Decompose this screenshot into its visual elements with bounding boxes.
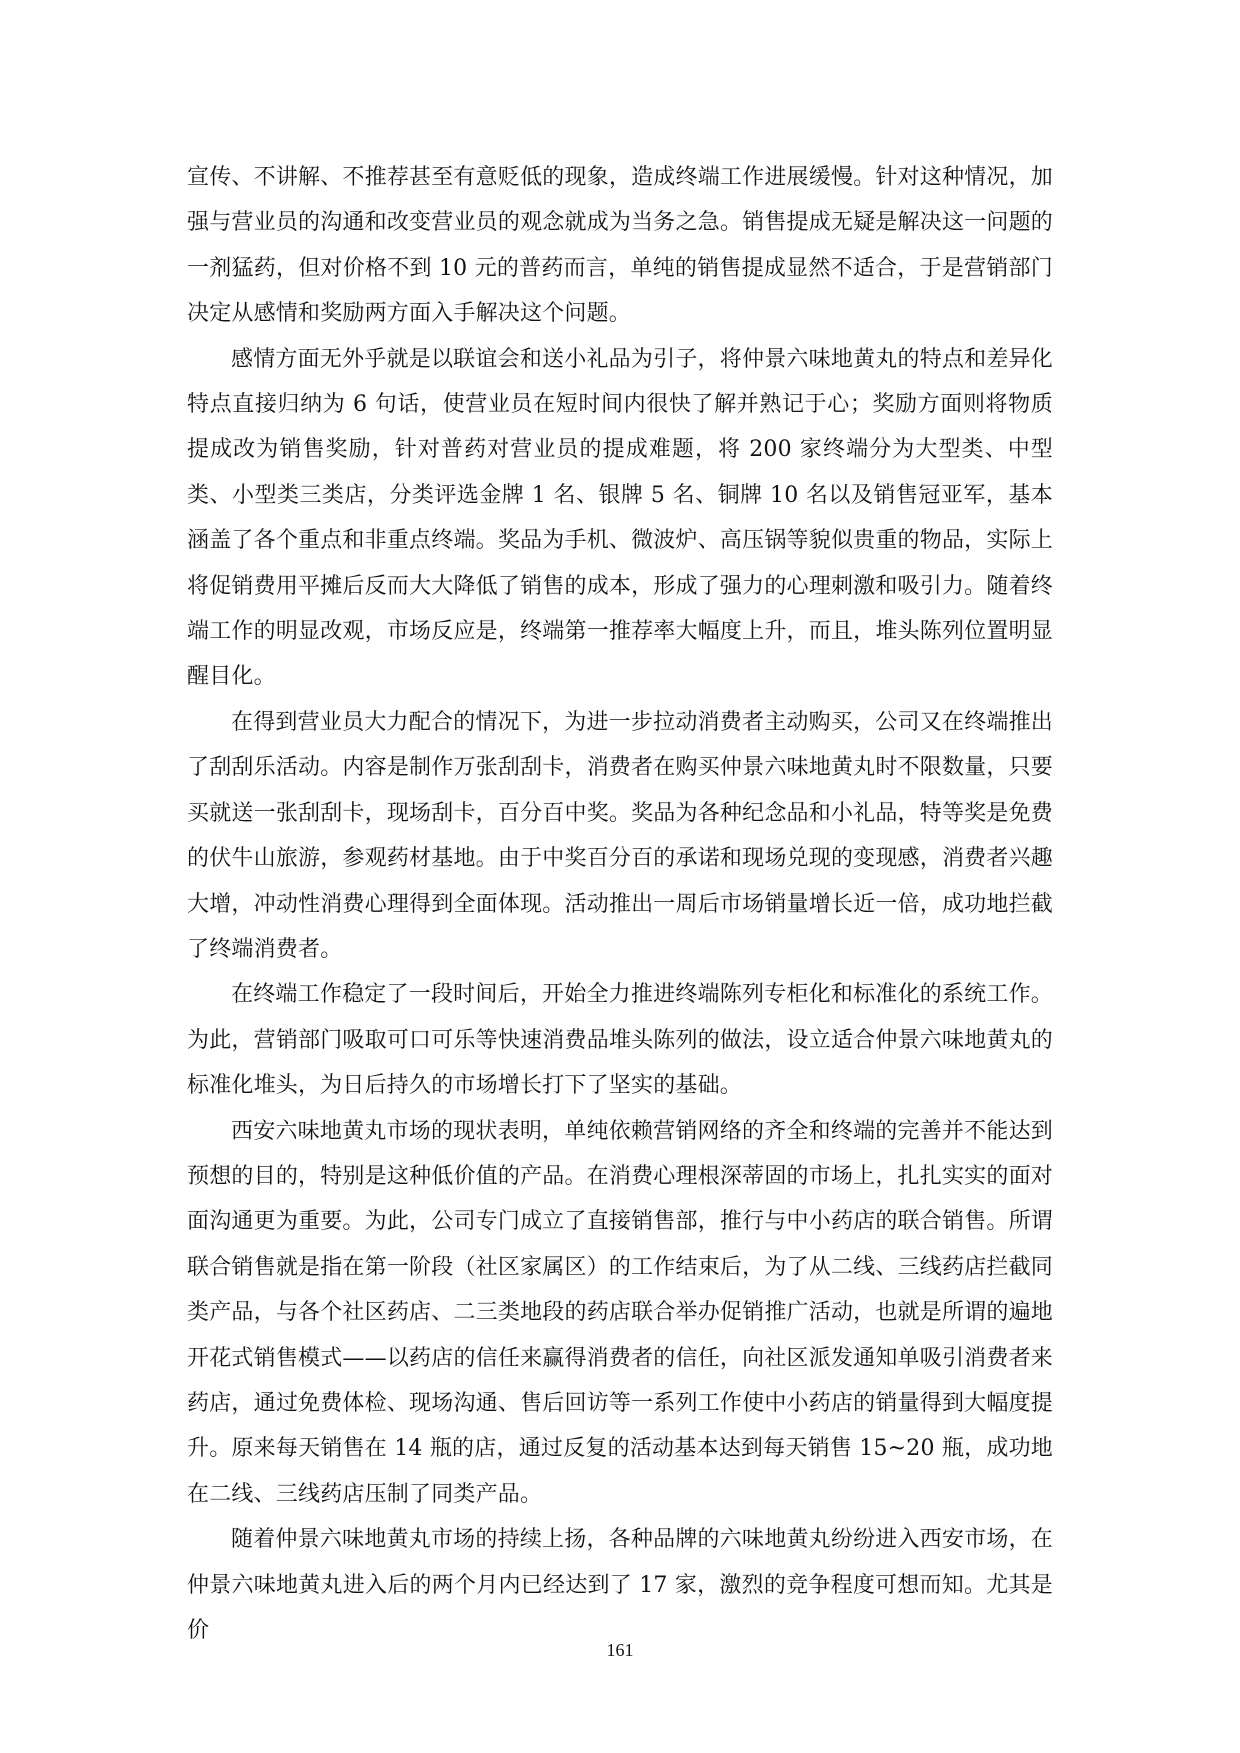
paragraph-joint-sales: 西安六味地黄丸市场的现状表明，单纯依赖营销网络的齐全和终端的完善并不能达到预想的目的，特别是这种低价值的产品。在消费心理根深蒂固的市场上，扎扎实实的面对面沟通更为重要。为此，公司专门成立了直接销售部，推行与中小药店的联合销售。所谓联合销售就是指在第一阶段（社区家属区）的工作结束后，为了从二线、三线药店拦截同类产品，与各个社区药店、二三类地段的药店联合举办促销推广活动，也就是所谓的遍地开花式销售模式——以药店的信任来赢得消费者的信任，向社区派发通知单吸引消费者来药店，通过免费体检、现场沟通、售后回访等一系列工作使中小药店的销量得到大幅度提升。原来每天销售在 14 瓶的店，通过反复的活动基本达到每天销售 15~20 瓶，成功地在二线、三线药店压制了同类产品。	[187, 1118, 1053, 1507]
paragraph-display-standard: 在终端工作稳定了一段时间后，开始全力推进终端陈列专柜化和标准化的系统工作。为此，营销部门吸取可口可乐等快速消费品堆头陈列的做法，设立适合仲景六味地黄丸的标准化堆头，为日后持久的市场增长打下了坚实的基础。	[187, 982, 1053, 1099]
paragraph-scratch-card: 在得到营业员大力配合的情况下，为进一步拉动消费者主动购买，公司又在终端推出了刮刮乐活动。内容是制作万张刮刮卡，消费者在购买仲景六味地黄丸时不限数量，只要买就送一张刮刮卡，现场刮卡，百分百中奖。奖品为各种纪念品和小礼品，特等奖是免费的伏牛山旅游，参观药材基地。由于中奖百分百的承诺和现场兑现的变现感，消费者兴趣大增，冲动性消费心理得到全面体现。活动推出一周后市场销量增长近一倍，成功地拦截了终端消费者。	[187, 709, 1053, 962]
paragraph-continued: 宣传、不讲解、不推荐甚至有意贬低的现象，造成终端工作进展缓慢。针对这种情况，加强与营业员的沟通和改变营业员的观念就成为当务之急。销售提成无疑是解决这一问题的一剂猛药，但对价格不到 10 元的普药而言，单纯的销售提成显然不适合，于是营销部门决定从感情和奖励两方面入手解决这个问题。	[187, 165, 1053, 327]
paragraph-competition: 随着仲景六味地黄丸市场的持续上扬，各种品牌的六味地黄丸纷纷进入西安市场，在仲景六味地黄丸进入后的两个月内已经达到了 17 家，激烈的竞争程度可想而知。尤其是价	[187, 1527, 1053, 1643]
body-text	[187, 155, 1053, 1653]
paragraph-emotion-reward: 感情方面无外乎就是以联谊会和送小礼品为引子，将仲景六味地黄丸的特点和差异化特点直接归纳为 6 句话，使营业员在短时间内很快了解并熟记于心；奖励方面则将物质提成改为销售奖励，针对普药对营业员的提成难题，将 200 家终端分为大型类、中型类、小型类三类店，分类评选金牌 1 名、银牌 5 名、铜牌 10 名以及销售冠亚军，基本涵盖了各个重点和非重点终端。奖品为手机、微波炉、高压锅等貌似贵重的物品，实际上将促销费用平摊后反而大大降低了销售的成本，形成了强力的心理刺激和吸引力。随着终端工作的明显改观，市场反应是，终端第一推荐率大幅度上升，而且，堆头陈列位置明显醒目化。	[187, 346, 1053, 690]
page-number: 161	[606, 1640, 634, 1660]
